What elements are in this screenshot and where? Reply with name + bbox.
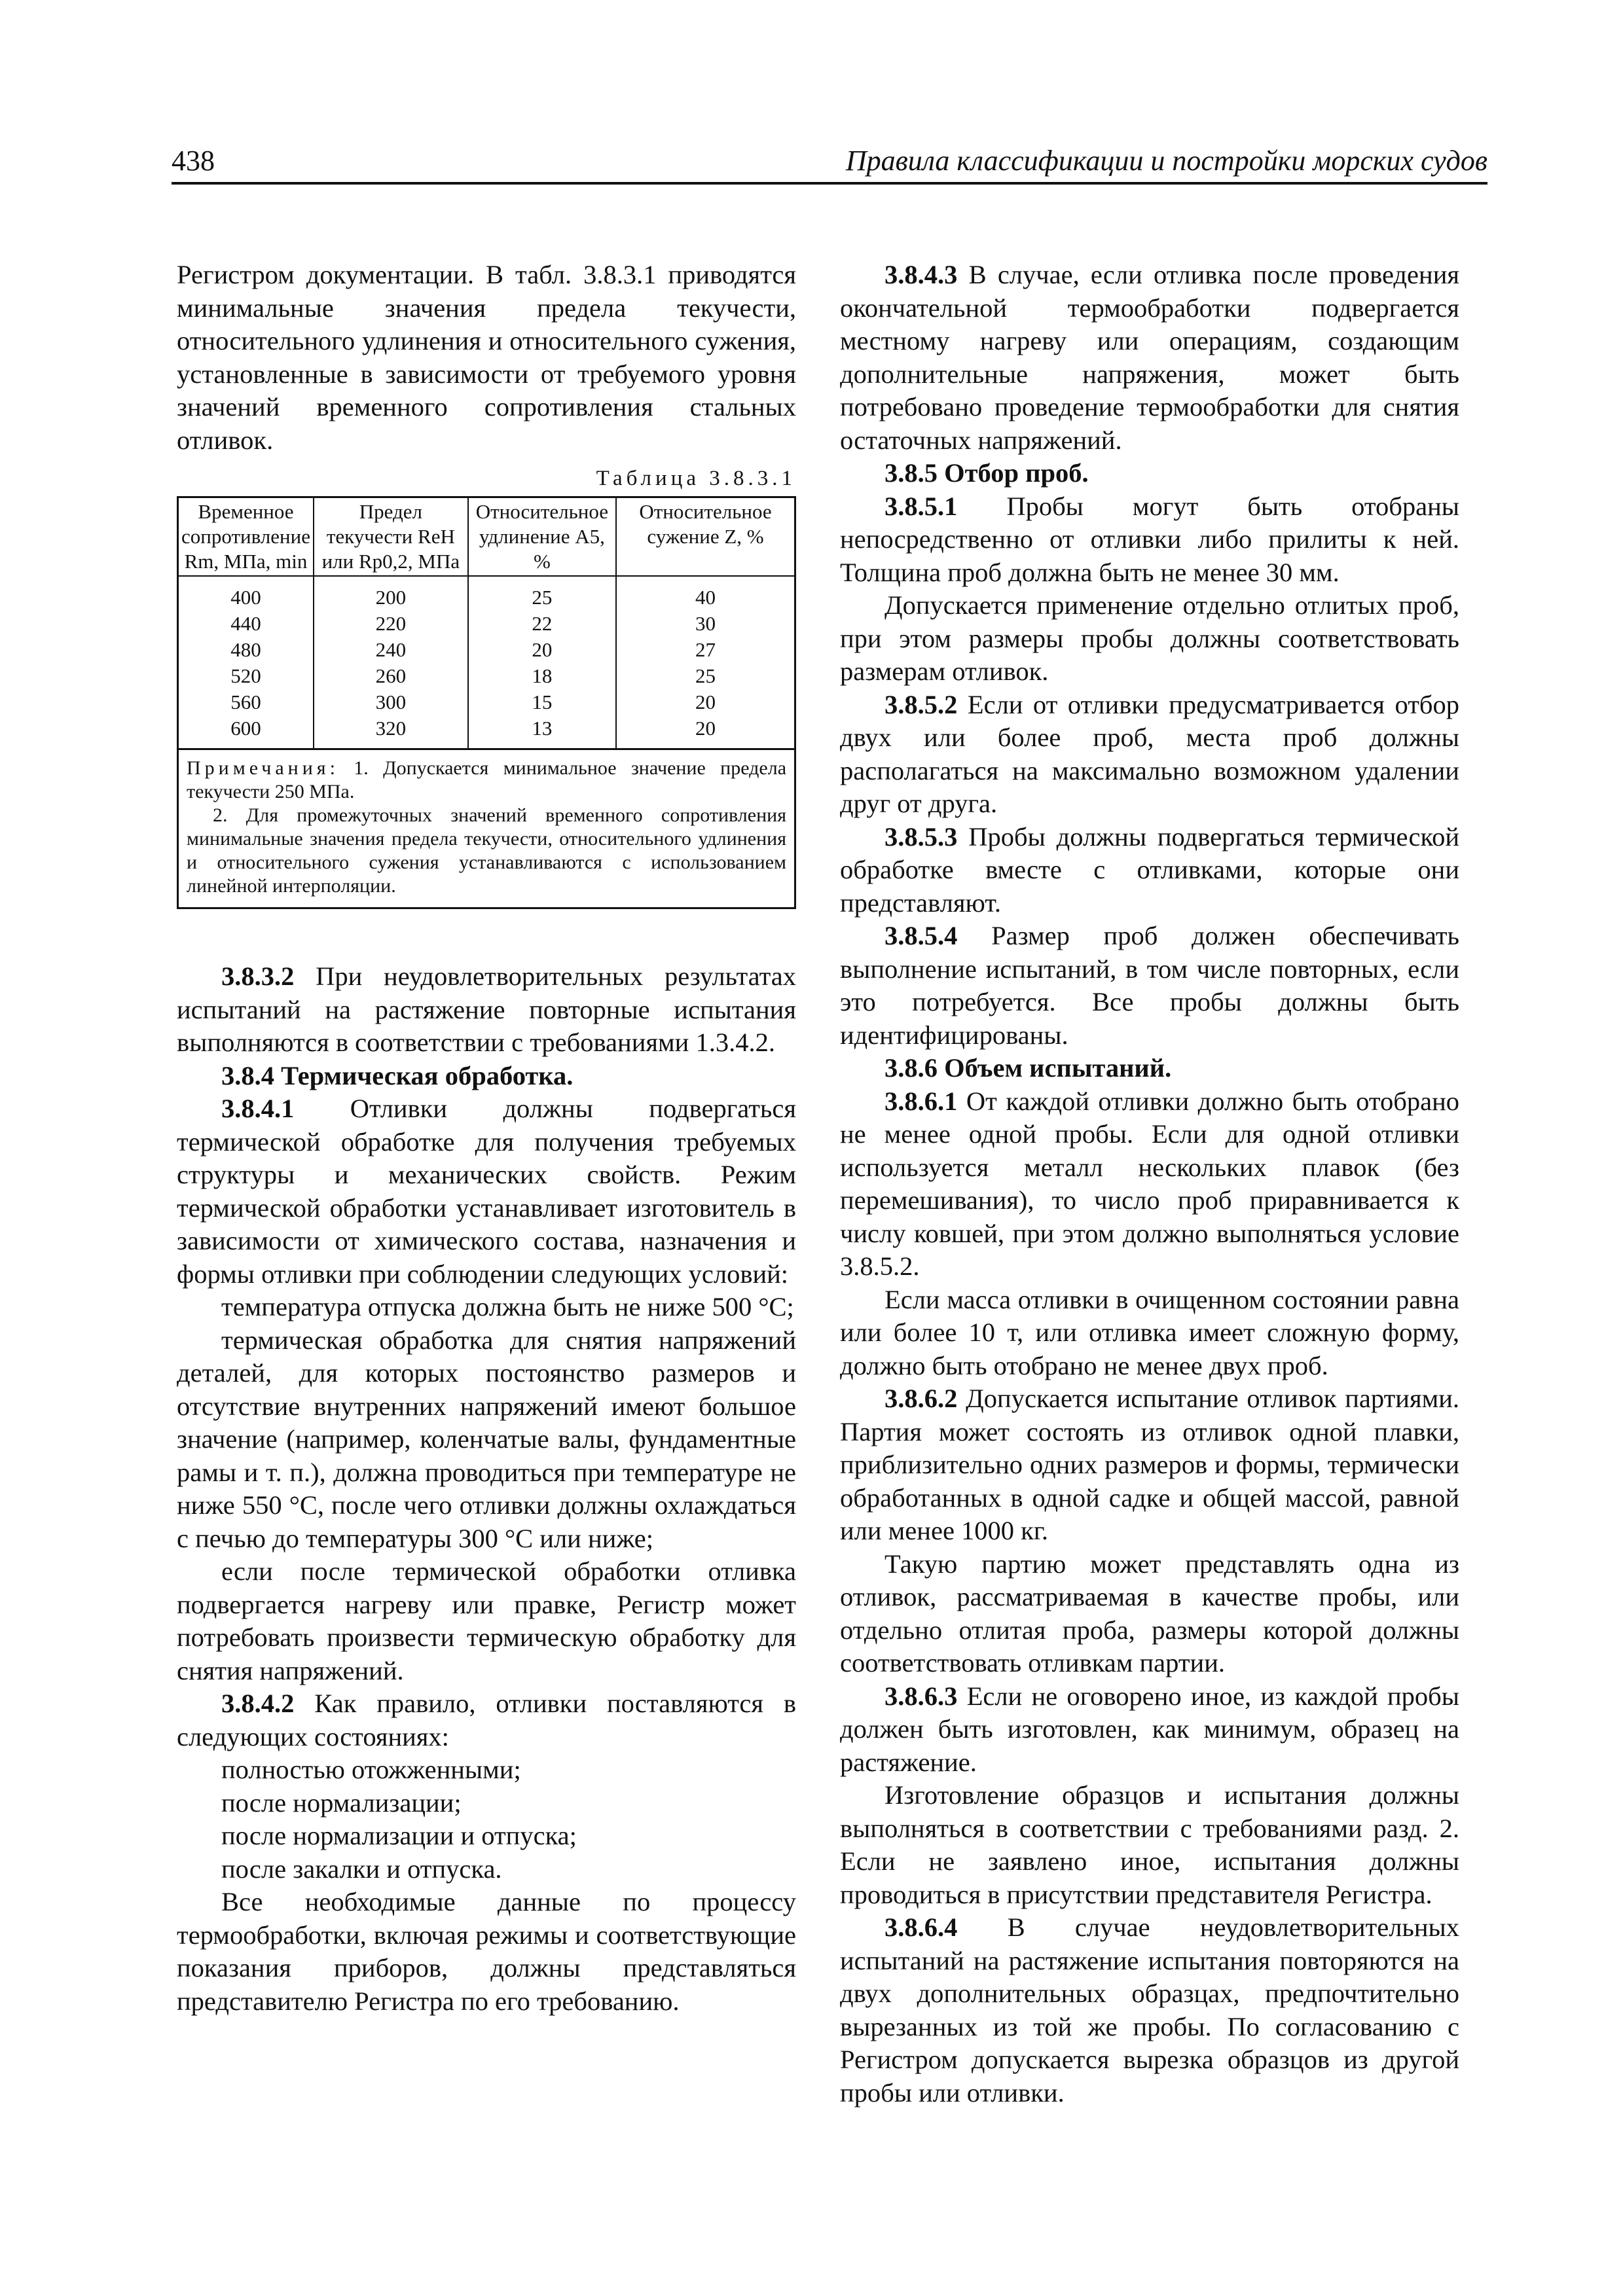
para-3-8-5-1b: Допускается применение отдельно отлитых проб, при этом размеры пробы должны соответствовать размерам отливок. — [840, 590, 1459, 686]
state-item: после закалки и отпуска. — [221, 1854, 502, 1884]
condition-2: термическая обработка для снятия напряжений деталей, для которых постоянство размеров и отсутствие внутренних напряжений имеют большое значение (например, коленчатые валы, фундаментные рамы и т. п.), должна проводиться при температуре не ниже 550 °С, после чего отливки должны охлаждаться с печью до температуры 300 °С или ниже; — [177, 1325, 796, 1553]
table-cell: 200 — [314, 576, 468, 611]
table-cell: 15 — [468, 689, 616, 715]
state-item: полностью отожженными; — [221, 1755, 521, 1784]
para-3-8-6-3: 3.8.6.3 Если не оговорено иное, из каждой пробы должен быть изготовлен, как минимум, образец на растяжение. — [840, 1681, 1459, 1777]
col-header-elongation: Относительное удлинение A5, % — [468, 497, 616, 577]
para-3-8-5-2: 3.8.5.2 Если от отливки предусматривается отбор двух или более проб, места проб должны располагаться на максимально возможном удалении друг от друга. — [840, 689, 1460, 818]
para-3-8-5-1: 3.8.5.1 Пробы могут быть отобраны непосредственно от отливки либо прилиты к ней. Толщина проб должна быть не менее 30 мм. — [840, 491, 1460, 587]
heading-3-8-4: 3.8.4 Термическая обработка. — [221, 1060, 574, 1090]
para-3-8-5-3: 3.8.5.3 Пробы должны подвергаться термической обработке вместе с отливками, которые они представляют. — [840, 821, 1459, 918]
table-body — [178, 576, 795, 749]
col-header-yield: Предел текучести ReH или Rp0,2, МПа — [314, 497, 468, 577]
table-cell: 13 — [468, 715, 616, 749]
col-header-reduction: Относительное сужение Z, % — [616, 497, 795, 577]
table-cell: 300 — [314, 689, 468, 715]
condition-1: температура отпуска должна быть не ниже 500 °С; — [221, 1292, 794, 1321]
table-row — [178, 576, 795, 611]
table-cell: 400 — [178, 576, 314, 611]
note-label: Примечания: — [187, 757, 339, 779]
table-cell: 240 — [314, 637, 468, 663]
table-row — [178, 689, 795, 715]
table-row — [178, 663, 795, 689]
note-1: 1. Допускается минимальное значение предела текучести 250 МПа. — [187, 757, 787, 802]
state-item: после нормализации; — [221, 1787, 462, 1818]
table-cell: 18 — [468, 663, 616, 689]
para-3-8-6-2b: Такую партию может представлять одна из отливок, рассматриваемая в качестве пробы, или отдельно отлитая проба, размеры которой должны соответствовать отливкам партии. — [840, 1549, 1459, 1677]
page-number: 438 — [172, 145, 215, 177]
para-3-8-4-2: 3.8.4.2 Как правило, отливки поставляются в следующих состояниях: — [177, 1689, 796, 1751]
para-3-8-5-4: 3.8.5.4 Размер проб должен обеспечивать выполнение испытаний, в том числе повторных, если это потребуется. Все пробы должны быть идентифицированы. — [840, 921, 1460, 1050]
table-cell: 320 — [314, 715, 468, 749]
table-row — [178, 611, 795, 637]
table-cell: 20 — [468, 637, 616, 663]
para-3-8-6-1b: Если масса отливки в очищенном состоянии равна или более 10 т, или отливка имеет сложную форму, должно быть отобрано не менее двух проб. — [840, 1284, 1459, 1380]
intro-paragraph: Регистром документации. В табл. 3.8.3.1 приводятся минимальные значения предела текучести, относительного удлинения и относительного сужения, установленные в зависимости от требуемого уровня значений временного сопротивления стальных отливок. — [177, 260, 796, 455]
para-3-8-6-1: 3.8.6.1 От каждой отливки должно быть отобрано не менее одной пробы. Если для одной отливки используется металл нескольких плавок (без перемешивания), то число проб приравнивается к числу ковшей, при этом должно выполняться условие 3.8.5.2. — [840, 1086, 1460, 1281]
table-cell: 30 — [616, 611, 795, 637]
table-cell: 560 — [178, 689, 314, 715]
para-3-8-4-1: 3.8.4.1 Отливки должны подвергаться термической обработке для получения требуемых структуры и механических свойств. Режим термической обработки устанавливает изготовитель в зависимости от химического состава, назначения и формы отливки при соблюдении следующих условий: — [177, 1094, 797, 1289]
para-3-8-6-3b: Изготовление образцов и испытания должны выполняться в соответствии с требованиями разд. 2. Если не заявлено иное, испытания должны проводиться в присутствии представителя Регистра. — [840, 1780, 1459, 1909]
para-3-8-4-3: 3.8.4.3 В случае, если отливка после проведения окончательной термообработки подвергается местному нагреву или операциям, создающим дополнительные напряжения, может быть потребовано проведение термообработки для снятия остаточных напряжений. — [840, 260, 1459, 455]
table-cell: 25 — [468, 576, 616, 611]
table-header-row — [178, 497, 795, 577]
heading-3-8-5: 3.8.5 Отбор проб. — [884, 458, 1089, 488]
table-cell: 520 — [178, 663, 314, 689]
para-3-8-3-2: 3.8.3.2 При неудовлетворительных результатах испытаний на растяжение повторные испытания выполняются в соответствии с требованиями 1.3.4.2. — [177, 961, 796, 1057]
table-cell: 480 — [178, 637, 314, 663]
table-cell: 20 — [616, 689, 795, 715]
table-cell: 22 — [468, 611, 616, 637]
table-notes — [178, 749, 795, 908]
table-row — [178, 637, 795, 663]
table-cell: 25 — [616, 663, 795, 689]
left-column — [177, 259, 796, 2018]
heading-3-8-6: 3.8.6 Объем испытаний. — [884, 1053, 1172, 1083]
running-title: Правила классификации и постройки морских судов — [845, 145, 1487, 177]
table-cell: 260 — [314, 663, 468, 689]
note-2: 2. Для промежуточных значений временного сопротивления минимальные значения предела текучести, относительного удлинения и относительного сужения устанавливаются с использованием линейной интерполяции. — [187, 804, 786, 897]
condition-3: если после термической обработки отливка подвергается нагреву или правке, Регистр может потребовать произвести термическую обработку для снятия напряжений. — [177, 1556, 796, 1685]
table-cell: 20 — [616, 715, 795, 749]
table-cell: 600 — [178, 715, 314, 749]
col-header-tensile: Временное сопротивление Rm, МПа, min — [178, 497, 314, 577]
final-paragraph: Все необходимые данные по процессу термообработки, включая режимы и соответствующие показания приборов, должны представляться представителю Регистра по его требованию. — [177, 1887, 796, 2016]
para-3-8-6-4: 3.8.6.4 В случае неудовлетворительных испытаний на растяжение испытания повторяются на двух дополнительных образцах, предпочтительно вырезанных из той же пробы. По согласованию с Регистром допускается вырезка образцов из другой пробы или отливки. — [840, 1912, 1460, 2108]
table-cell: 27 — [616, 637, 795, 663]
right-column — [840, 259, 1459, 2109]
state-item: после нормализации и отпуска; — [221, 1821, 577, 1850]
page-header — [172, 144, 1487, 185]
para-3-8-6-2: 3.8.6.2 Допускается испытание отливок партиями. Партия может состоять из отливок одной плавки, приблизительно одних размеров и формы, термически обработанных в одной садке и общей массой, равной или менее 1000 кг. — [840, 1384, 1460, 1545]
table-cell: 440 — [178, 611, 314, 637]
table-cell: 220 — [314, 611, 468, 637]
table-cell: 40 — [616, 576, 795, 611]
properties-table — [177, 496, 796, 909]
table-caption: Таблица 3.8.3.1 — [596, 467, 796, 490]
table-row — [178, 715, 795, 749]
